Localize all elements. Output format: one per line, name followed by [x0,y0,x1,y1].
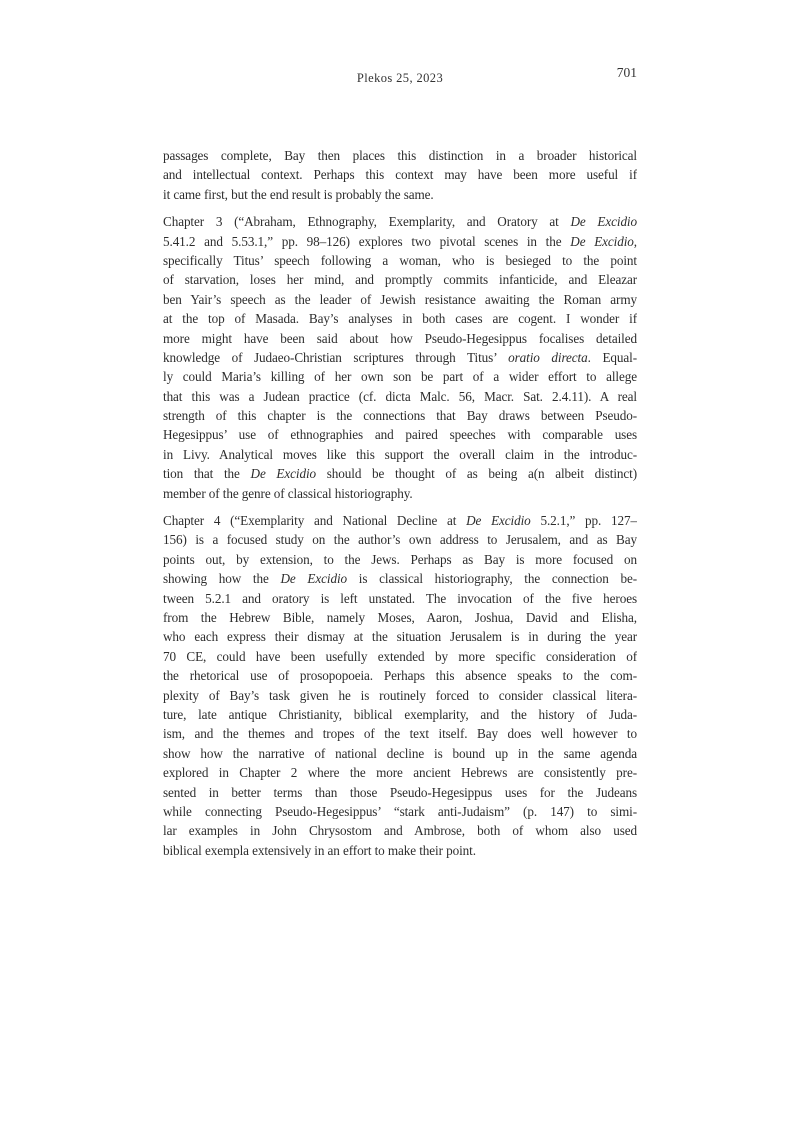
text-line: showing how the De Excidio is classical historiography, the connection be- [163,571,637,587]
paragraph [163,146,637,204]
text-line: of starvation, loses her mind, and promptly commits infanticide, and Eleazar [163,272,637,288]
paragraph [163,212,637,503]
text-line: in Livy. Analytical moves like this support the overall claim in the introduc- [163,446,637,462]
text-line: 70 CE, could have been usefully extended by more specific consideration of [163,648,637,664]
text-line: explored in Chapter 2 where the more ancient Hebrews are consistently pre- [163,765,637,781]
review-body-text [163,146,637,868]
text-line: 156) is a focused study on the author’s own address to Jerusalem, and as Bay [163,532,637,548]
paragraph [163,511,637,860]
text-line: the rhetorical use of prosopopoeia. Perhaps this absence speaks to the com- [163,668,637,684]
text-line: from the Hebrew Bible, namely Moses, Aaron, Joshua, David and Elisha, [163,609,637,625]
text-line: it came first, but the end result is probably the same. [163,186,434,202]
text-line: ben Yair’s speech as the leader of Jewish resistance awaiting the Roman army [163,291,637,307]
text-line: more might have been said about how Pseudo-Hegesippus focalises detailed [163,330,637,346]
text-line: tion that the De Excidio should be thought of as being a(n albeit distinct) [163,466,637,482]
text-line: knowledge of Judaeo-Christian scriptures through Titus’ oratio directa. Equal- [163,349,637,365]
text-line: ly could Maria’s killing of her own son be part of a wider effort to allege [163,369,637,385]
text-line: while connecting Pseudo-Hegesippus’ “stark anti-Judaism” (p. 147) to simi- [163,803,637,819]
text-line: points out, by extension, to the Jews. Perhaps as Bay is more focused on [163,551,637,567]
text-line: biblical exempla extensively in an effort to make their point. [163,842,476,858]
text-line: that this was a Judean practice (cf. dicta Malc. 56, Macr. Sat. 2.4.11). A real [163,388,637,404]
text-line: Chapter 3 (“Abraham, Ethnography, Exemplarity, and Oratory at De Excidio [163,214,637,230]
text-line: passages complete, Bay then places this distinction in a broader historical [163,148,637,163]
text-line: sented in better terms than those Pseudo-Hegesippus uses for the Judeans [163,784,637,800]
text-line: and intellectual context. Perhaps this context may have been more useful if [163,167,637,183]
text-line: specifically Titus’ speech following a woman, who is besieged to the point [163,252,637,268]
text-line: 5.41.2 and 5.53.1,” pp. 98–126) explores two pivotal scenes in the De Excidio, [163,233,637,249]
text-line: tween 5.2.1 and oratory is left unstated. The invocation of the five heroes [163,590,637,606]
text-line: Chapter 4 (“Exemplarity and National Decline at De Excidio 5.2.1,” pp. 127– [163,513,637,529]
text-line: at the top of Masada. Bay’s analyses in both cases are cogent. I wonder if [163,311,637,327]
journal-running-head: Plekos 25, 2023 [356,71,444,85]
text-line: Hegesippus’ use of ethnographies and paired speeches with comparable uses [163,427,637,443]
text-line: show how the narrative of national decline is bound up in the same agenda [163,745,637,761]
text-line: strength of this chapter is the connections that Bay draws between Pseudo- [163,408,637,424]
text-line: who each express their dismay at the situation Jerusalem is in during the year [163,629,637,645]
text-line: member of the genre of classical historiography. [163,485,413,501]
text-line: ism, and the themes and tropes of the text itself. Bay does well however to [163,726,637,742]
text-line: plexity of Bay’s task given he is routinely forced to consider classical litera- [163,687,637,703]
page-number: 701 [616,65,637,80]
text-line: lar examples in John Chrysostom and Ambrose, both of whom also used [163,823,637,839]
text-line: ture, late antique Christianity, biblical exemplarity, and the history of Juda- [163,706,637,722]
